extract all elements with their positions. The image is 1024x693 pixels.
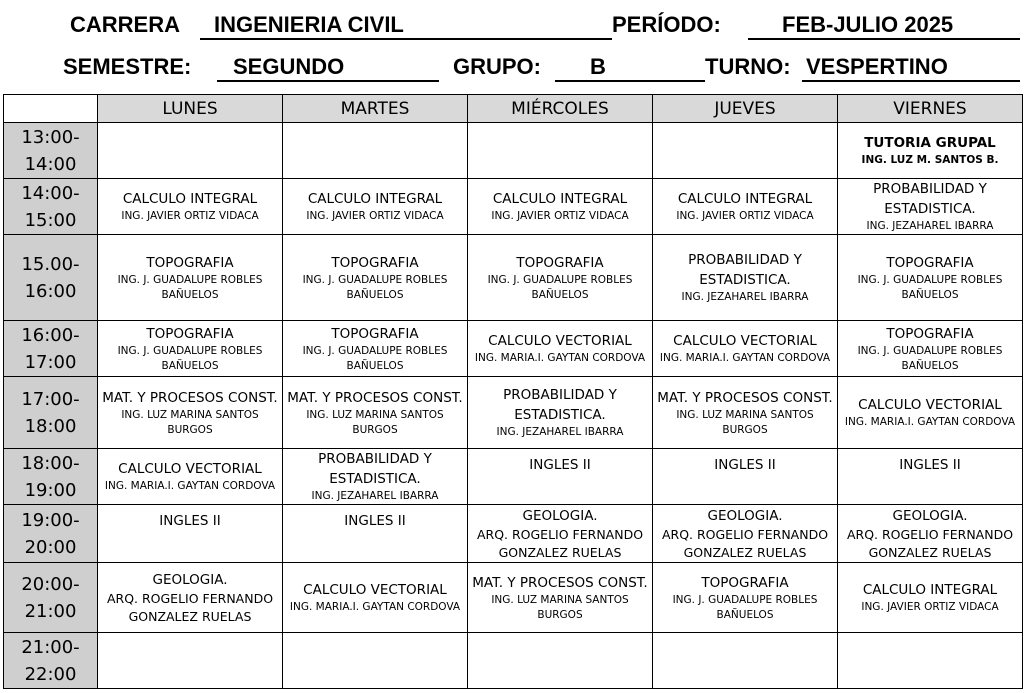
class-cell-miercoles: [468, 505, 653, 563]
teacher-name: ING. JAVIER ORTIZ VIDACA: [491, 210, 629, 222]
periodo-underline: [748, 38, 1020, 40]
class-cell-miercoles: [468, 321, 653, 377]
table-row: [4, 235, 1023, 321]
teacher-name: ING. J. GUADALUPE ROBLES BAÑUELOS: [857, 344, 1003, 372]
subject-name: TOPOGRAFIA: [331, 325, 419, 342]
subject-name: TOPOGRAFIA: [886, 325, 974, 342]
time-slot-cell: [4, 123, 98, 179]
teacher-name: ING. MARIA.I. GAYTAN CORDOVA: [474, 352, 646, 364]
subject-name: INGLES II: [344, 513, 406, 529]
schedule-table: [3, 94, 1023, 689]
time-slot-label: 18:00-: [21, 452, 80, 474]
class-cell-martes: [283, 235, 468, 321]
class-cell-lunes: [98, 179, 283, 235]
subject-name: TOPOGRAFIA: [331, 254, 419, 271]
teacher-name: ING. J. GUADALUPE ROBLES BAÑUELOS: [302, 273, 448, 301]
subject-name: CALCULO VECTORIAL: [118, 461, 262, 477]
teacher-name: ING. J. GUADALUPE ROBLES BAÑUELOS: [487, 273, 633, 301]
class-cell-jueves: [653, 505, 838, 563]
class-cell-jueves: [653, 563, 838, 633]
subject-name: PROBABILIDAD Y ESTADISTICA.: [318, 451, 432, 487]
subject-name: CALCULO INTEGRAL: [122, 191, 258, 207]
time-slot-label: 14:00: [24, 153, 77, 175]
subject-name: TOPOGRAFIA: [701, 574, 789, 591]
days-header-row: [4, 95, 1023, 123]
subject-name: TOPOGRAFIA: [886, 254, 974, 271]
subject-name: CALCULO INTEGRAL: [492, 191, 628, 207]
time-slot-label: 19:00: [24, 479, 77, 501]
class-cell-miercoles: [468, 449, 653, 505]
class-cell-miercoles: [468, 563, 653, 633]
class-cell-martes: [283, 123, 468, 179]
table-row: [4, 563, 1023, 633]
teacher-name: ING. LUZ MARINA SANTOS BURGOS: [491, 593, 629, 621]
subject-name: CALCULO INTEGRAL: [307, 191, 443, 207]
time-slot-label: 17:00-: [21, 388, 80, 410]
time-slot-label: 17:00: [24, 351, 77, 373]
subject-name: TOPOGRAFIA: [516, 254, 604, 271]
subject-name: CALCULO VECTORIAL: [488, 333, 632, 349]
day-header-martes: MARTES: [283, 95, 468, 123]
time-slot-label: 15:00: [24, 209, 77, 231]
class-cell-martes: [283, 321, 468, 377]
time-slot-cell: [4, 377, 98, 449]
class-cell-jueves: [653, 235, 838, 321]
class-cell-viernes: [838, 321, 1023, 377]
semestre-underline: [217, 80, 439, 82]
teacher-name: ING. LUZ M. SANTOS B.: [861, 154, 999, 166]
class-cell-miercoles: [468, 179, 653, 235]
time-slot-label: 15.00-: [21, 253, 80, 275]
class-cell-viernes: [838, 377, 1023, 449]
day-header-viernes: VIERNES: [838, 95, 1023, 123]
subject-name: PROBABILIDAD Y ESTADISTICA.: [873, 181, 987, 217]
time-slot-label: 22:00: [24, 663, 77, 685]
class-cell-martes: [283, 179, 468, 235]
table-row: [4, 633, 1023, 689]
time-slot-label: 18:00: [24, 415, 77, 437]
class-cell-miercoles: [468, 235, 653, 321]
subject-name: PROBABILIDAD Y ESTADISTICA.: [503, 387, 617, 423]
class-cell-martes: [283, 563, 468, 633]
time-slot-label: 16:00: [24, 280, 77, 302]
teacher-name: ING. J. GUADALUPE ROBLES BAÑUELOS: [302, 344, 448, 372]
grupo-value: B: [590, 54, 606, 79]
class-cell-lunes: [98, 235, 283, 321]
time-slot-cell: [4, 633, 98, 689]
subject-name: MAT. Y PROCESOS CONST.: [657, 389, 833, 406]
teacher-name: ING. JAVIER ORTIZ VIDACA: [306, 210, 444, 222]
subject-name: TOPOGRAFIA: [146, 325, 234, 342]
time-slot-cell: [4, 505, 98, 563]
table-row: [4, 123, 1023, 179]
class-cell-viernes: [838, 179, 1023, 235]
corner-cell: [4, 95, 98, 123]
teacher-name: ING. JEZAHAREL IBARRA: [866, 220, 994, 232]
class-cell-viernes: [838, 235, 1023, 321]
teacher-name: ARQ. ROGELIO FERNANDO GONZALEZ RUELAS: [106, 590, 274, 624]
teacher-name: ING. J. GUADALUPE ROBLES BAÑUELOS: [857, 273, 1003, 301]
class-cell-martes: [283, 633, 468, 689]
time-slot-label: 16:00-: [21, 324, 80, 346]
subject-name: INGLES II: [159, 513, 221, 529]
subject-name: CALCULO VECTORIAL: [858, 397, 1002, 413]
teacher-name: ARQ. ROGELIO FERNANDO GONZALEZ RUELAS: [476, 526, 644, 560]
teacher-name: ARQ. ROGELIO FERNANDO GONZALEZ RUELAS: [661, 526, 829, 560]
turno-label: TURNO:: [705, 54, 791, 79]
class-cell-viernes: [838, 505, 1023, 563]
class-cell-viernes: [838, 633, 1023, 689]
class-cell-martes: [283, 377, 468, 449]
teacher-name: ING. J. GUADALUPE ROBLES BAÑUELOS: [117, 344, 263, 372]
teacher-name: ING. LUZ MARINA SANTOS BURGOS: [676, 408, 814, 436]
teacher-name: ING. LUZ MARINA SANTOS BURGOS: [306, 408, 444, 436]
class-cell-lunes: [98, 377, 283, 449]
subject-name: MAT. Y PROCESOS CONST.: [287, 389, 463, 406]
class-cell-viernes: [838, 449, 1023, 505]
class-cell-viernes: [838, 563, 1023, 633]
time-slot-cell: [4, 235, 98, 321]
carrera-value: INGENIERIA CIVIL: [214, 12, 404, 37]
time-slot-label: 14:00-: [21, 182, 80, 204]
teacher-name: ING. JEZAHAREL IBARRA: [311, 490, 439, 502]
subject-name: CALCULO INTEGRAL: [862, 582, 998, 598]
teacher-name: ING. MARIA.I. GAYTAN CORDOVA: [844, 416, 1016, 428]
time-slot-label: 21:00-: [21, 636, 80, 658]
class-cell-lunes: [98, 321, 283, 377]
teacher-name: ING. JAVIER ORTIZ VIDACA: [861, 601, 999, 613]
class-cell-jueves: [653, 321, 838, 377]
subject-name: INGLES II: [529, 457, 591, 473]
table-row: [4, 377, 1023, 449]
table-row: [4, 179, 1023, 235]
class-cell-jueves: [653, 179, 838, 235]
table-row: [4, 321, 1023, 377]
time-slot-cell: [4, 563, 98, 633]
class-cell-martes: [283, 505, 468, 563]
time-slot-label: 20:00-: [21, 573, 80, 595]
turno-value: VESPERTINO: [806, 54, 948, 79]
teacher-name: ING. JEZAHAREL IBARRA: [496, 426, 624, 438]
teacher-name: ING. MARIA.I. GAYTAN CORDOVA: [104, 480, 276, 492]
teacher-name: ING. JEZAHAREL IBARRA: [681, 291, 809, 303]
teacher-name: ING. JAVIER ORTIZ VIDACA: [676, 210, 814, 222]
semestre-label: SEMESTRE:: [63, 54, 192, 79]
subject-name: GEOLOGIA.: [522, 507, 598, 524]
class-cell-jueves: [653, 123, 838, 179]
class-cell-jueves: [653, 633, 838, 689]
periodo-label: PERÍODO:: [612, 12, 721, 37]
class-cell-jueves: [653, 377, 838, 449]
subject-name: INGLES II: [714, 457, 776, 473]
turno-underline: [802, 80, 1020, 82]
teacher-name: ING. LUZ MARINA SANTOS BURGOS: [121, 408, 259, 436]
table-row: [4, 505, 1023, 563]
time-slot-cell: [4, 321, 98, 377]
grupo-underline: [555, 80, 705, 82]
subject-name: GEOLOGIA.: [707, 507, 783, 524]
time-slot-label: 21:00: [24, 600, 77, 622]
time-slot-label: 13:00-: [21, 126, 80, 148]
subject-name: GEOLOGIA.: [892, 507, 968, 524]
teacher-name: ING. JAVIER ORTIZ VIDACA: [121, 210, 259, 222]
subject-name: TOPOGRAFIA: [146, 254, 234, 271]
day-header-miercoles: MIÉRCOLES: [468, 95, 653, 123]
class-cell-martes: [283, 449, 468, 505]
subject-name: CALCULO INTEGRAL: [677, 191, 813, 207]
subject-name: TUTORIA GRUPAL: [864, 135, 996, 151]
class-cell-lunes: [98, 633, 283, 689]
subject-name: MAT. Y PROCESOS CONST.: [102, 389, 278, 406]
teacher-name: ARQ. ROGELIO FERNANDO GONZALEZ RUELAS: [846, 526, 1014, 560]
teacher-name: ING. J. GUADALUPE ROBLES BAÑUELOS: [117, 273, 263, 301]
class-cell-miercoles: [468, 377, 653, 449]
teacher-name: ING. MARIA.I. GAYTAN CORDOVA: [659, 352, 831, 364]
class-cell-lunes: [98, 563, 283, 633]
periodo-value: FEB-JULIO 2025: [782, 12, 954, 37]
class-cell-lunes: [98, 449, 283, 505]
carrera-underline: [200, 38, 612, 40]
time-slot-cell: [4, 449, 98, 505]
subject-name: PROBABILIDAD Y ESTADISTICA.: [688, 252, 802, 288]
class-cell-miercoles: [468, 633, 653, 689]
grupo-label: GRUPO:: [453, 54, 541, 79]
subject-name: CALCULO VECTORIAL: [673, 333, 817, 349]
class-cell-miercoles: [468, 123, 653, 179]
teacher-name: ING. MARIA.I. GAYTAN CORDOVA: [289, 601, 461, 613]
subject-name: MAT. Y PROCESOS CONST.: [472, 574, 648, 591]
class-cell-lunes: [98, 505, 283, 563]
teacher-name: ING. J. GUADALUPE ROBLES BAÑUELOS: [672, 593, 818, 621]
carrera-label: CARRERA: [70, 12, 180, 37]
subject-name: CALCULO VECTORIAL: [303, 582, 447, 598]
time-slot-label: 19:00-: [21, 509, 80, 531]
subject-name: INGLES II: [899, 457, 961, 473]
semestre-value: SEGUNDO: [233, 54, 345, 79]
day-header-lunes: LUNES: [98, 95, 283, 123]
class-cell-lunes: [98, 123, 283, 179]
class-cell-jueves: [653, 449, 838, 505]
subject-name: GEOLOGIA.: [152, 571, 228, 588]
table-row: [4, 449, 1023, 505]
time-slot-cell: [4, 179, 98, 235]
time-slot-label: 20:00: [24, 536, 77, 558]
day-header-jueves: JUEVES: [653, 95, 838, 123]
class-cell-viernes: [838, 123, 1023, 179]
